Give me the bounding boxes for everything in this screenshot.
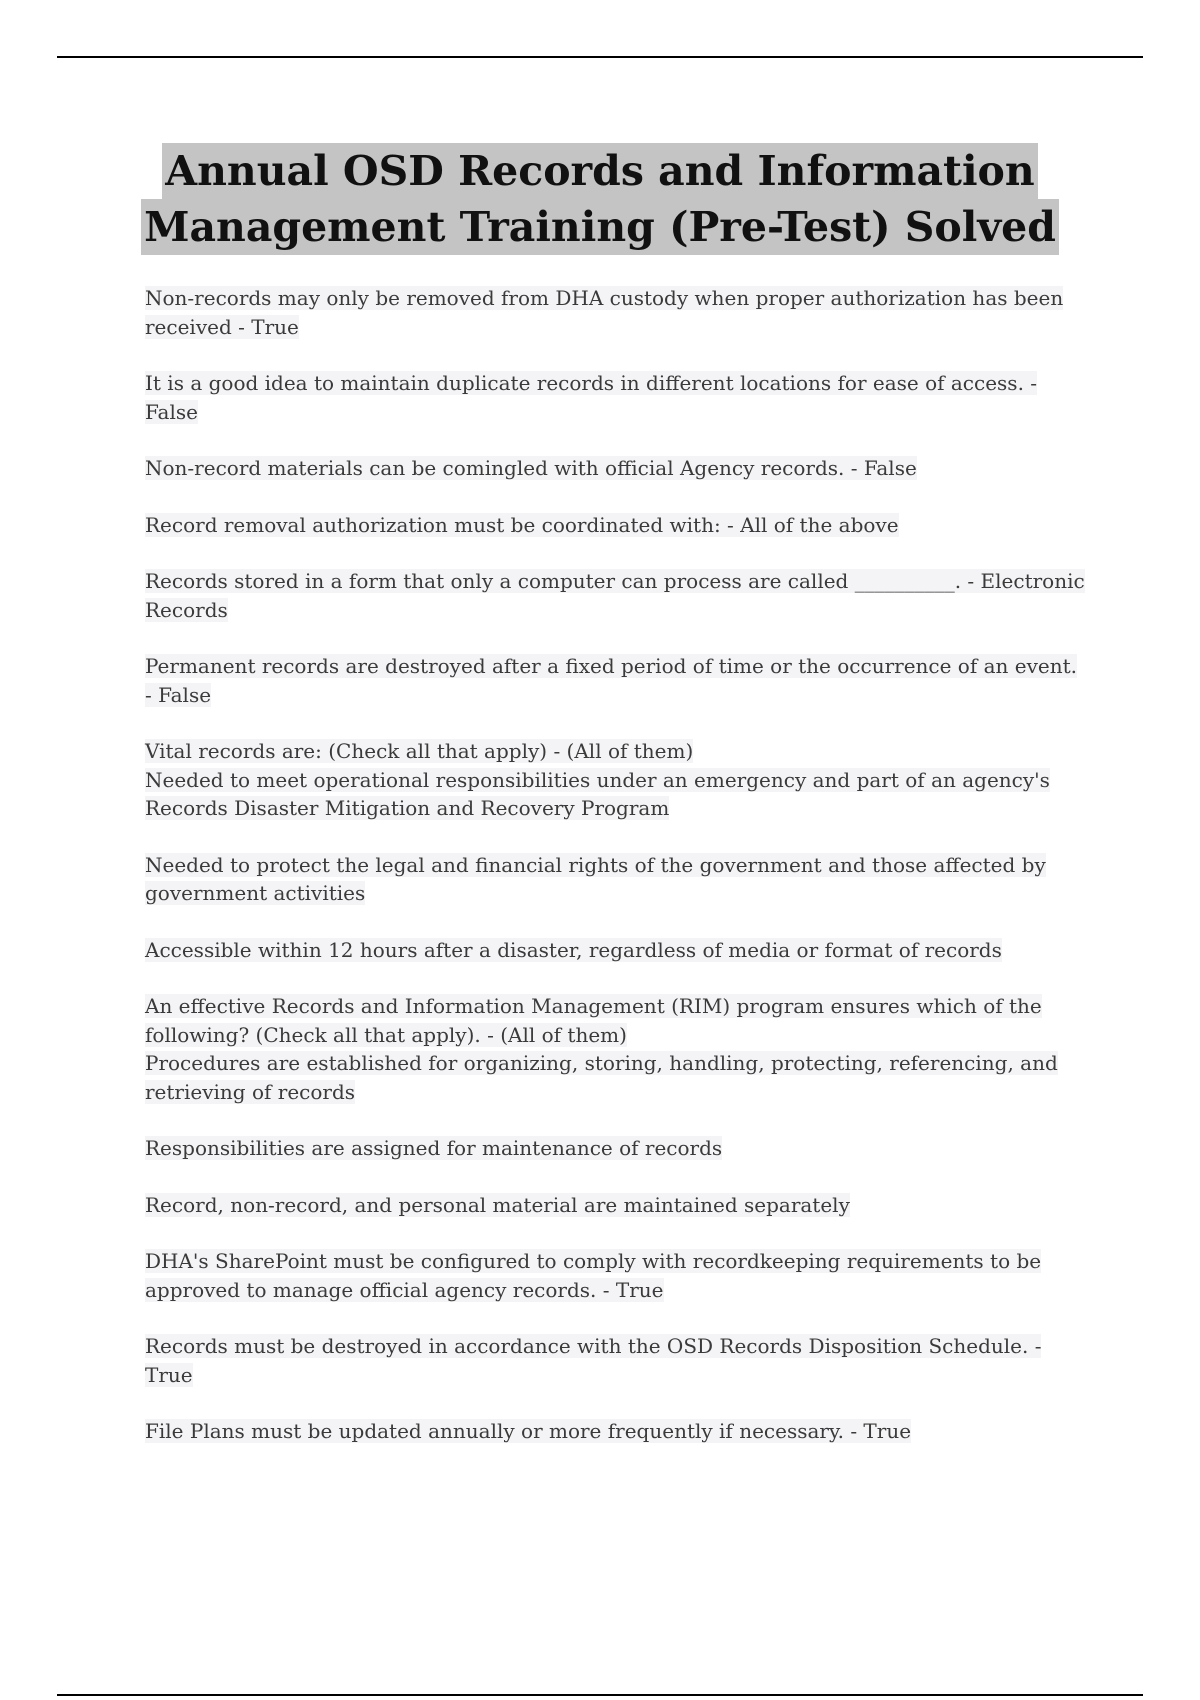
top-rule	[57, 56, 1143, 58]
page-title	[0, 143, 1200, 255]
qa-answer-item: Needed to meet operational responsibilities under an emergency and part of an agency's Records Disaster Mitigation and Recovery Program	[145, 767, 1050, 820]
qa-item: Records stored in a form that only a computer can process are called __________. - Electronic Records	[145, 569, 1085, 622]
qa-item: File Plans must be updated annually or more frequently if necessary. - True	[145, 1419, 912, 1443]
qa-item: Vital records are: (Check all that apply) - (All of them)	[145, 739, 694, 763]
qa-item: Non-records may only be removed from DHA custody when proper authorization has been received - True	[145, 286, 1064, 339]
qa-answer-item: Responsibilities are assigned for maintenance of records	[145, 1136, 723, 1160]
qa-item: Non-record materials can be comingled with official Agency records. - False	[145, 456, 917, 480]
qa-item: It is a good idea to maintain duplicate records in different locations for ease of access. - False	[145, 371, 1038, 424]
qa-item: Permanent records are destroyed after a fixed period of time or the occurrence of an event. - False	[145, 654, 1078, 707]
qa-answer-item: Accessible within 12 hours after a disaster, regardless of media or format of records	[145, 937, 1002, 962]
qa-item: An effective Records and Information Management (RIM) program ensures which of the following? (Check all that apply). - (All of them)	[145, 994, 1042, 1047]
qa-list	[145, 284, 1085, 1474]
bottom-rule	[57, 1694, 1143, 1696]
qa-answer-item: Procedures are established for organizing, storing, handling, protecting, referencing, and retrieving of records	[145, 1051, 1058, 1104]
qa-answer-item: Needed to protect the legal and financial rights of the government and those affected by government activities	[145, 852, 1046, 905]
title-line-1: Annual OSD Records and Information	[162, 143, 1037, 199]
qa-item: Records must be destroyed in accordance with the OSD Records Disposition Schedule. - True	[145, 1334, 1042, 1387]
title-line-2: Management Training (Pre-Test) Solved	[141, 199, 1059, 255]
qa-item: DHA's SharePoint must be configured to comply with recordkeeping requirements to be approved to manage official agency records. - True	[145, 1249, 1042, 1302]
qa-item: Record removal authorization must be coordinated with: - All of the above	[145, 512, 899, 537]
qa-answer-item: Record, non-record, and personal material are maintained separately	[145, 1192, 850, 1217]
